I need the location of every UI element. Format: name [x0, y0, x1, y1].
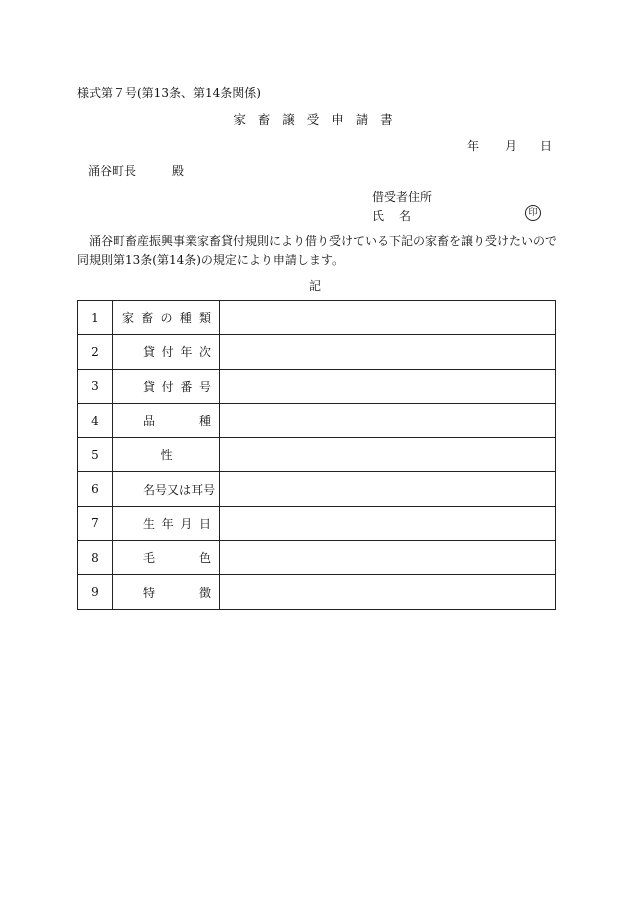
item-number: 4	[78, 403, 113, 437]
item-value-field[interactable]	[220, 472, 556, 506]
item-label-cell	[113, 403, 220, 437]
form-number: 様式第７号(第13条、第14条関係)	[77, 86, 261, 100]
item-number: 9	[78, 575, 113, 609]
item-value-field[interactable]	[220, 506, 556, 540]
table-row	[78, 575, 556, 609]
item-number: 7	[78, 506, 113, 540]
item-number: 6	[78, 472, 113, 506]
applicant-name-label	[372, 207, 426, 224]
item-label: 貸 付 番 号	[143, 379, 211, 394]
name-label-part-1: 氏	[372, 209, 386, 223]
item-label: 家 畜 の 種 類	[122, 311, 211, 326]
body-line-2: 同規則第13条(第14条)の規定により申請します。	[77, 253, 344, 267]
document-title: 家 畜 譲 受 申 請 書	[233, 112, 397, 127]
table-row	[78, 506, 556, 540]
item-label: 品 種	[143, 414, 211, 429]
item-value-field[interactable]	[220, 438, 556, 472]
table-row	[78, 403, 556, 437]
name-label-part-2: 名	[399, 209, 413, 223]
item-label-cell	[113, 472, 220, 506]
item-label-cell	[113, 541, 220, 575]
item-number: 8	[78, 541, 113, 575]
item-label: 性	[160, 448, 173, 463]
item-number: 5	[78, 438, 113, 472]
ki-heading: 記	[308, 279, 321, 293]
date-year-label: 年	[467, 139, 480, 153]
applicant-address-label: 借受者住所	[372, 190, 433, 204]
item-label-cell	[113, 301, 220, 335]
table-row	[78, 472, 556, 506]
item-value-field[interactable]	[220, 301, 556, 335]
item-label-cell	[113, 369, 220, 403]
item-value-field[interactable]	[220, 575, 556, 609]
item-value-field[interactable]	[220, 335, 556, 369]
item-label: 生 年 月 日	[143, 516, 211, 531]
items-table	[77, 300, 556, 610]
application-body	[77, 232, 557, 270]
item-label-cell	[113, 506, 220, 540]
item-label: 毛 色	[143, 551, 211, 566]
table-row	[78, 369, 556, 403]
item-value-field[interactable]	[220, 403, 556, 437]
item-label: 特 徴	[143, 585, 211, 600]
addressee-honorific: 殿	[172, 164, 185, 178]
item-label-cell	[113, 335, 220, 369]
item-value-field[interactable]	[220, 541, 556, 575]
item-value-field[interactable]	[220, 369, 556, 403]
date-month-label: 月	[505, 139, 518, 153]
table-row	[78, 335, 556, 369]
item-label: 名 号 又 は 耳 号	[143, 482, 216, 497]
item-number: 1	[78, 301, 113, 335]
date-day-label: 日	[540, 139, 553, 153]
seal-icon: 印	[525, 205, 541, 221]
item-label-cell	[113, 575, 220, 609]
item-number: 3	[78, 369, 113, 403]
item-label-cell	[113, 438, 220, 472]
item-number: 2	[78, 335, 113, 369]
item-label: 貸 付 年 次	[143, 345, 211, 360]
addressee-name: 涌谷町長	[88, 164, 137, 178]
table-row	[78, 438, 556, 472]
table-row	[78, 301, 556, 335]
body-line-1: 涌谷町畜産振興事業家畜貸付規則により借り受けている下記の家畜を譲り受けたいので	[89, 234, 558, 248]
table-row	[78, 541, 556, 575]
